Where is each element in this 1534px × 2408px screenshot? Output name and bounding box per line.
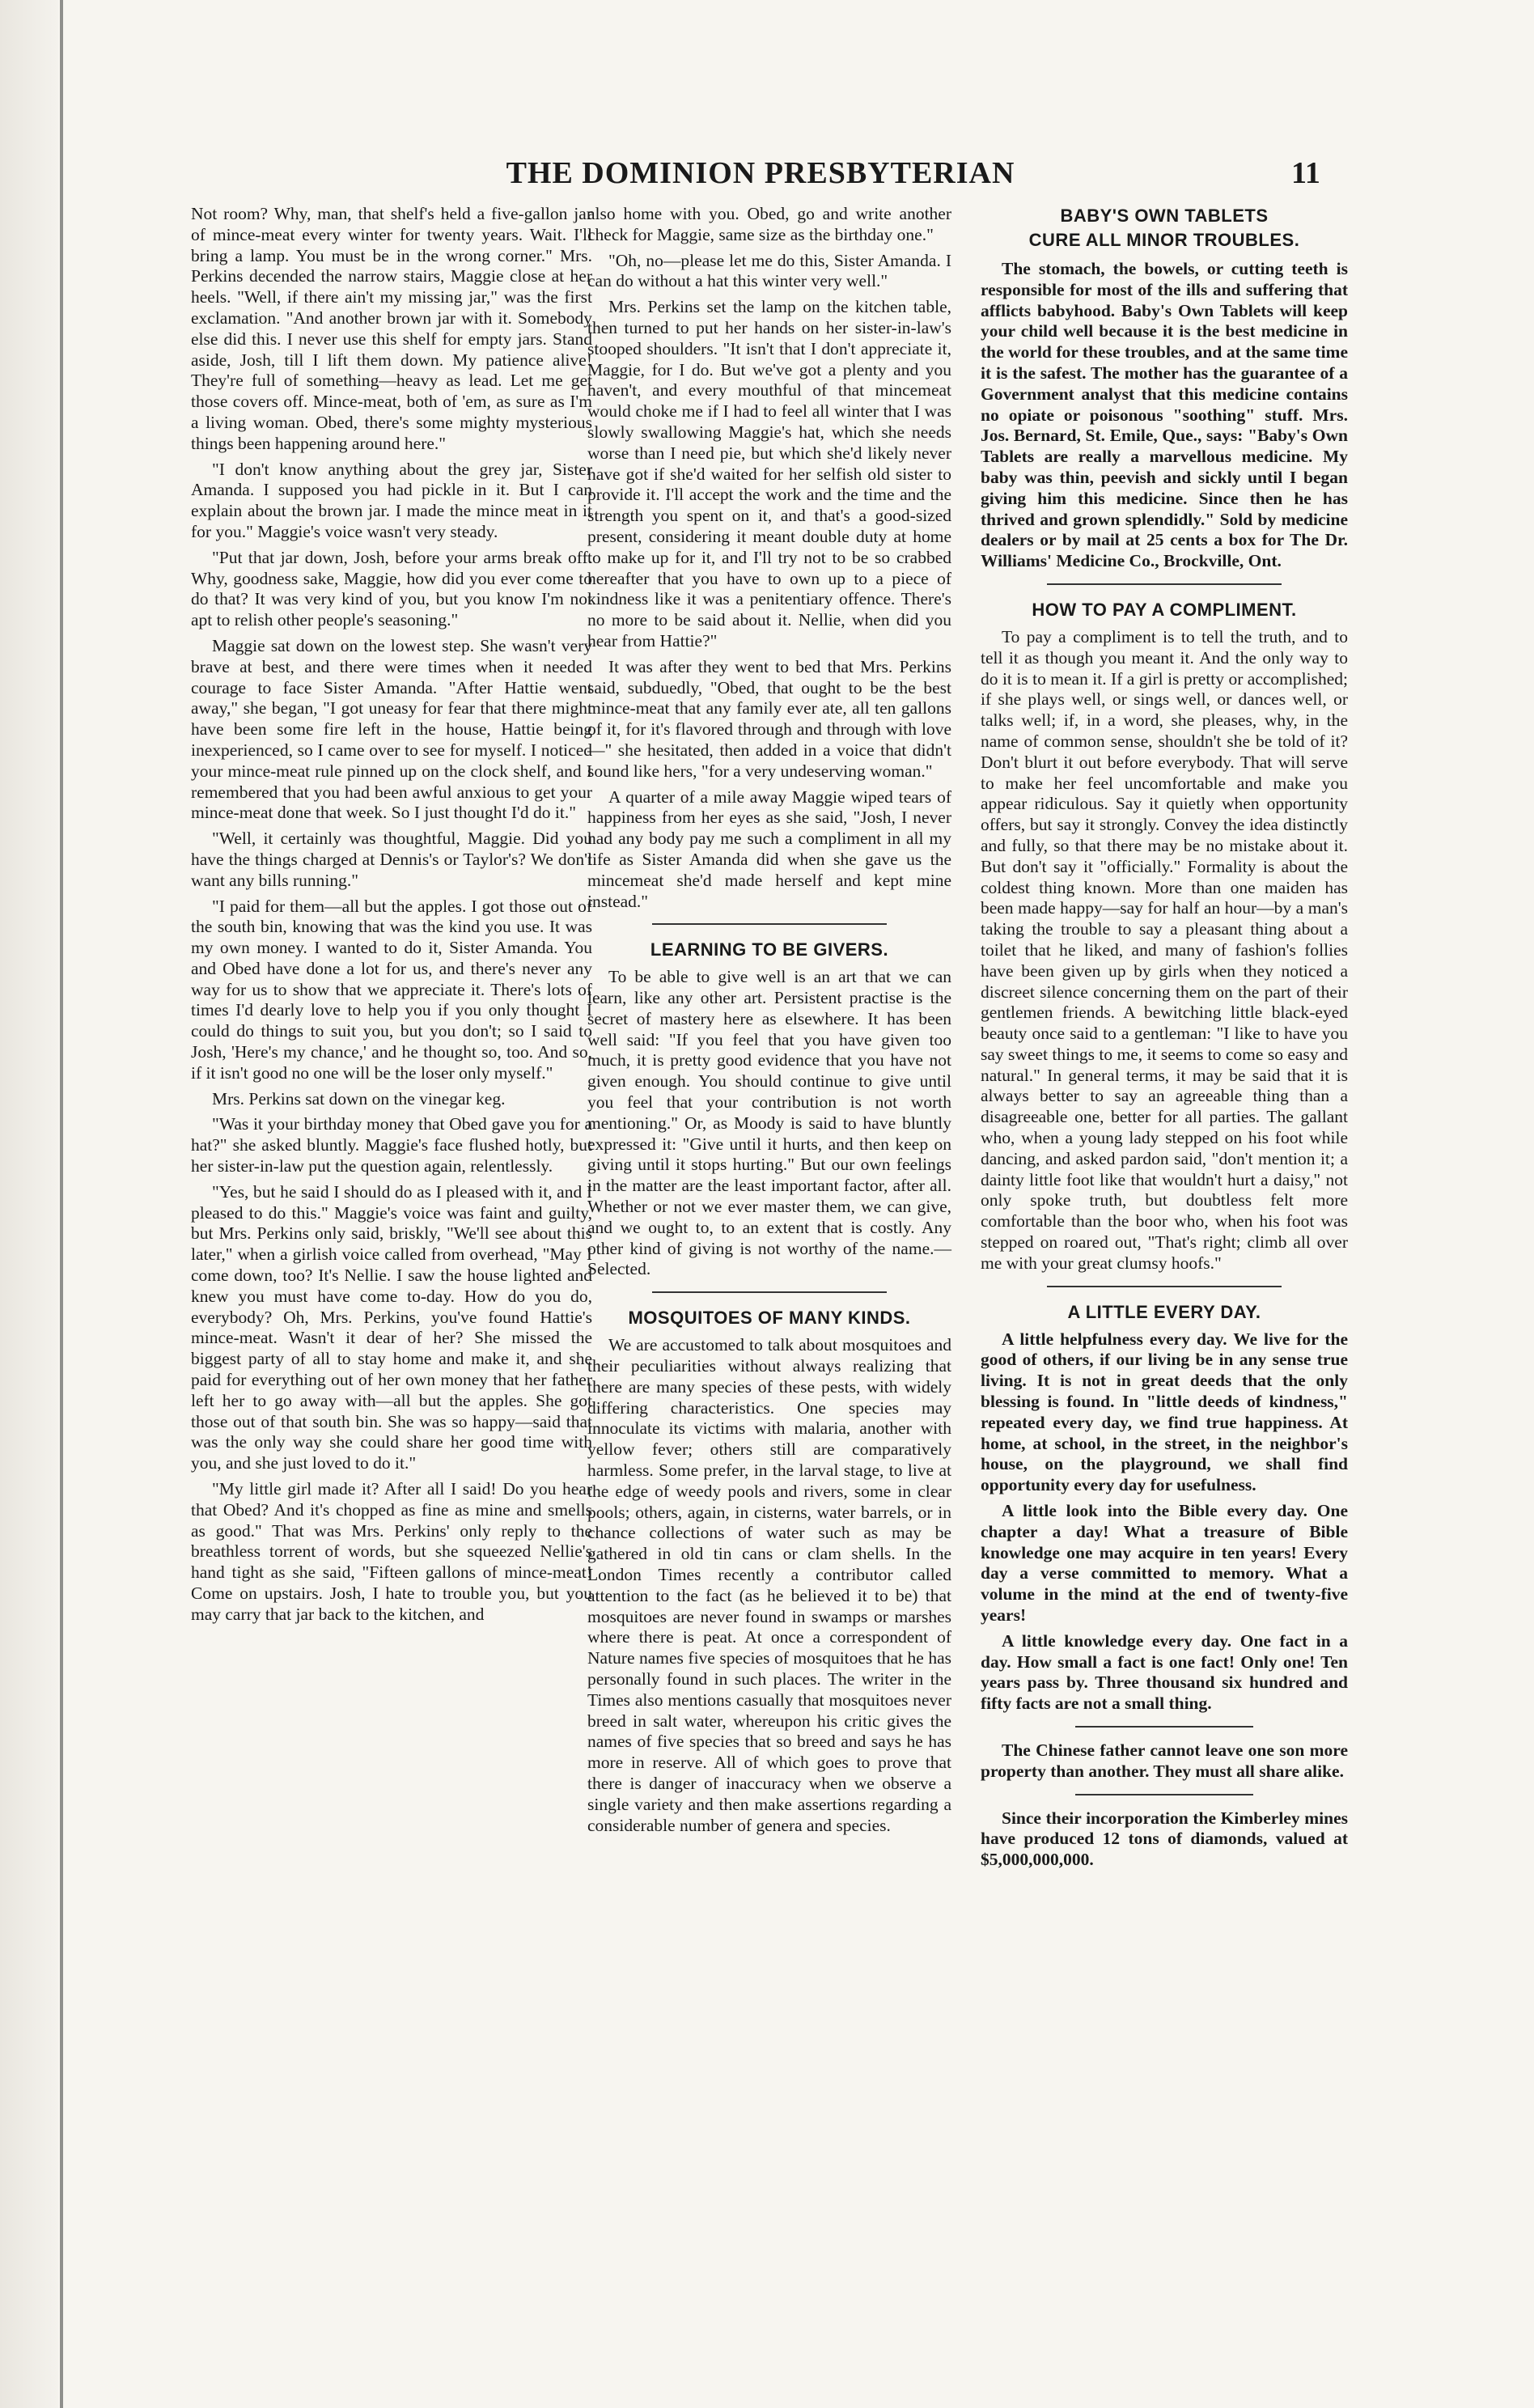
chinese-note: The Chinese father cannot leave one son more property than another. They must all share alike.	[981, 1740, 1348, 1781]
page-number: 11	[1291, 156, 1320, 190]
story-paragraph: Maggie sat down on the lowest step. She wasn't very brave at best, and there were times when it needed courage to face Sister Amanda. "After Hattie went away," she began, "I got uneasy for fear that there might have been some fire left in the house, Hattie being inexperienced, so I came over to see for myself. I noticed your mince-meat rule pinned up on the clock shelf, and I remembered that you had been awful anxious to get your mince-meat done that week. So I just thought I'd do it."	[191, 635, 592, 823]
section-divider	[652, 1291, 887, 1293]
binding-rule	[60, 0, 63, 2408]
givers-article: To be able to give well is an art that we can learn, like any other art. Persistent practise is the secret of mastery here as elsewhere. It has been well said: "If you feel that you have given too much, it is pretty good evidence that you have not given enough. You should continue to give until you feel that your contribution is not worth mentioning." Or, as Moody is said to have bluntly expressed it: "Give until it hurts, and then keep on giving until it stops hurting." But our own feelings in the matter are the least important factor, after all. Whether or not we ever master them, we can give, and we ought to, to an extent that is costly. Any other kind of giving is not worthy of the name.—Selected.	[587, 967, 951, 1279]
section-divider	[652, 923, 887, 925]
givers-heading: LEARNING TO BE GIVERS.	[650, 939, 889, 960]
story-paragraph: "Put that jar down, Josh, before your arms break off. Why, goodness sake, Maggie, how did you ever come to do that? It was very kind of you, but you know I'm not apt to relish other people's seasoning."	[191, 547, 592, 630]
tablets-subheading: CURE ALL MINOR TROUBLES.	[1028, 230, 1300, 250]
story-paragraph: also home with you. Obed, go and write another check for Maggie, same size as the birthday one."	[587, 204, 951, 244]
mosquitoes-article: We are accustomed to talk about mosquitoes and their peculiarities without always realizing that there are many species of these pests, with widely differing characteristics. One species may innoculate its victims with malaria, another with yellow fever; others still are comparatively harmless. Some prefer, in the larval stage, to live at the edge of weedy pools and rivers, some in clear pools; others, again, in cisterns, water barrels, or in chance collections of water such as may be gathered in old tin cans or clam shells. In the London Times recently a contributor called attention to the fact (as he believed it to be) that mosquitoes are never found in swamps or marshes where there is peat. At once a correspondent of Nature names five species of mosquitoes that he has personally found in such places. The writer in the Times also mentions casually that mosquitoes never breed in salt water, whereupon his critic gives the names of five species that so breed and says he has more in reserve. All of which goes to prove that there is danger of inaccuracy when we observe a single variety and then make assertions regarding a considerable number of genera and species.	[587, 1335, 951, 1835]
little-paragraph: A little knowledge every day. One fact in a day. How small a fact is one fact! Only one! Ten years pass by. Three thousand six hundred and fifty facts are not a small thing.	[981, 1630, 1348, 1714]
story-paragraph: "Was it your birthday money that Obed gave you for a hat?" she asked bluntly. Maggie's face flushed hotly, but her sister-in-law put the question again, relentlessly.	[191, 1114, 592, 1176]
little-heading: A LITTLE EVERY DAY.	[1067, 1301, 1261, 1322]
section-divider	[1047, 1286, 1282, 1287]
story-paragraph: Not room? Why, man, that shelf's held a five-gallon jar of mince-meat every winter for twenty years. Wait. I'll bring a lamp. You must be in the wrong corner." Mrs. Perkins decended the narrow stairs, Maggie close at her heels. "Well, if there ain't my missing jar," was the first exclamation. "And another brown jar with it. Somebody else did this. I never use this shelf for empty jars. Stand aside, Josh, till I lift them down. My patience alive! They're full of something—heavy as lead. Let me get those covers off. Mince-meat, both of 'em, as sure as I'm a living woman. Obed, there's some mighty mysterious things been happening around here."	[191, 204, 592, 453]
tablets-heading: BABY'S OWN TABLETS	[1060, 206, 1269, 226]
section-divider	[1047, 583, 1282, 585]
story-paragraph: "I paid for them—all but the apples. I got those out of the south bin, knowing that was the kind you use. It was my own money. I wanted to do it, Sister Amanda. You and Obed have done a lot for us, and there's never any way for us to show that we appreciate it. There's lots of times I'd dearly love to help you if you only thought I could do things to suit you, but you don't; so I said to Josh, 'Here's my chance,' and he thought so, too. And so, if it isn't good no one will be the loser only myself."	[191, 896, 592, 1083]
story-paragraph: Mrs. Perkins sat down on the vinegar keg.	[212, 1088, 506, 1109]
compliment-article: To pay a compliment is to tell the truth, and to tell it as though you meant it. And the only way to do it is to mean it. If a girl is pretty or accomplished; if she plays well, or sings well, or dances well, or talks well; if, in a word, she pleases, why, in the name of common sense, shouldn't she be told of it? Don't blurt it out before everybody. That will serve to make her feel uncomfortable and make you appear ridiculous. Say it quietly when opportunity offers, but say it strongly. Convey the idea distinctly and fully, so that there may be no mistake about it. But don't say it "officially." Formality is about the coldest thing known. More than one maiden has been made happy—say for half an hour—by a man's taking the trouble to say a pleasant thing about a toilet that he liked, and many of fashion's follies have been given up by girls when they noticed a discreet silence concerning them on the part of their gentlemen friends. A bewitching little black-eyed beauty once said to a gentleman: "I like to have you say sweet things to me, it seems to come so easy and natural." In general terms, it may be said that it is always better to say an agreeable thing than a disagreeable one, better for all parties. The gallant who, when a young lady stepped on his foot while dancing, and asked pardon said, "don't mention it; a dainty little foot like that wouldn't hurt a daisy," not only spoke truth, but doubtless felt more comfortable than the boor who, when his foot was stepped on roared out, "That's right; climb all over me with your great clumsy hoofs."	[981, 626, 1348, 1273]
little-paragraph: A little helpfulness every day. We live for the good of others, if our living be in any sense true living. It is not in great deeds that the only blessing is found. In "little deeds of kindness," repeated every day, we find true happiness. At home, at school, in the street, in the neighbor's house, on the playground, we shall find opportunity every day for usefulness.	[981, 1329, 1348, 1495]
story-paragraph: A quarter of a mile away Maggie wiped tears of happiness from her eyes as she said, "Josh, I never had any body pay me such a compliment in all my life as Sister Amanda did when she gave us the mincemeat she'd made herself and kept mine instead."	[587, 786, 951, 911]
section-divider	[1075, 1794, 1253, 1795]
story-paragraph: "Yes, but he said I should do as I pleased with it, and I pleased to do this." Maggie's voice was faint and guilty, but Mrs. Perkins only said, briskly, "We'll see about this later," when a girlish voice called from overhead, "May I come down, too? It's Nellie. I saw the house lighted and knew you must have come to-day. How do you do, everybody? Oh, Mrs. Perkins, you've found Hattie's mince-meat. Wasn't it dear of her? She missed the biggest party of all to stay home and make it, and she paid for everything out of her own money that her father left her to go away with—all but the apples. She got those out of that south bin. She was so happy—said that was the only way she could share her good time with you, and she just loved to do it."	[191, 1181, 592, 1473]
kimberley-note: Since their incorporation the Kimberley mines have produced 12 tons of diamonds, valued at $5,000,000,000.	[981, 1808, 1348, 1870]
page-title: THE DOMINION PRESBYTERIAN	[506, 156, 1015, 190]
scan-edge	[0, 0, 58, 2408]
story-paragraph: "My little girl made it? After all I said! Do you hear that Obed? And it's chopped as fine as mine and smells as good." That was Mrs. Perkins' only reply to the breathless torrent of words, but she squeezed Nellie's hand tight as she said, "Fifteen gallons of mince-meat! Come on upstairs. Josh, I hate to trouble you, but you may carry that jar back to the kitchen, and	[191, 1479, 592, 1624]
compliment-heading: HOW TO PAY A COMPLIMENT.	[1032, 599, 1297, 620]
column-3	[981, 204, 1348, 1876]
tablets-advertisement: The stomach, the bowels, or cutting teeth is responsible for most of the ills and suffering that afflicts babyhood. Baby's Own Tablets will keep your child well because it is the best medicine in the world for these troubles, and at the same time it is the safest. The mother has the guarantee of a Government analyst that this medicine contains no opiate or poisonous "soothing" stuff. Mrs. Jos. Bernard, St. Emile, Que., says: "Baby's Own Tablets are really a marvellous medicine. My baby was thin, peevish and sickly until I began giving him this medicine. Since then he has thrived and grown splendidly." Sold by medicine dealers or by mail at 25 cents a box for The Dr. Williams' Medicine Co., Brockville, Ont.	[981, 259, 1348, 571]
section-divider	[1075, 1726, 1253, 1728]
little-paragraph: A little look into the Bible every day. One chapter a day! What a treasure of Bible knowledge one may acquire in ten years! Every day a verse committed to memory. What a volume in the mind at the end of twenty-five years!	[981, 1501, 1348, 1626]
mosquitoes-heading: MOSQUITOES OF MANY KINDS.	[628, 1308, 911, 1329]
story-paragraph: "Oh, no—please let me do this, Sister Amanda. I can do without a hat this winter very well."	[587, 250, 951, 291]
story-paragraph: "I don't know anything about the grey jar, Sister Amanda. I supposed you had pickle in it. But I can explain about the brown jar. I made the mince meat in it for you." Maggie's voice wasn't very steady.	[191, 459, 592, 541]
story-paragraph: Mrs. Perkins set the lamp on the kitchen table, then turned to put her hands on her sister-in-law's stooped shoulders. "It isn't that I don't appreciate it, Maggie, for I do. But we've got a plenty and you haven't, and every mouthful of that mincemeat would choke me if I had to feel all winter that I was slowly swallowing Maggie's hat, which she needs worse than I need pie, but which she'd likely never have got if she'd waited for her selfish old sister to provide it. I'll accept the work and the time and the strength you spent on it, and that's a good-sized present, considering it meant double duty at home to make up for it, and I'll try not to be so crabbed hereafter that you have to own up to a piece of kindness like it was a penitentiary offence. There's no more to be said about it. Nellie, when did you hear from Hattie?"	[587, 297, 951, 651]
story-paragraph: It was after they went to bed that Mrs. Perkins said, subduedly, "Obed, that ought to be the best mince-meat that any family ever ate, all ten gallons of it, for it's flavored through and through with love—" she hesitated, then added in a voice that didn't sound like hers, "for a very undeserving woman."	[587, 656, 951, 781]
column-1	[191, 204, 592, 1630]
column-2	[587, 204, 951, 1841]
story-paragraph: "Well, it certainly was thoughtful, Maggie. Did you have the things charged at Dennis's or Taylor's? We don't want any bills running."	[191, 829, 592, 890]
